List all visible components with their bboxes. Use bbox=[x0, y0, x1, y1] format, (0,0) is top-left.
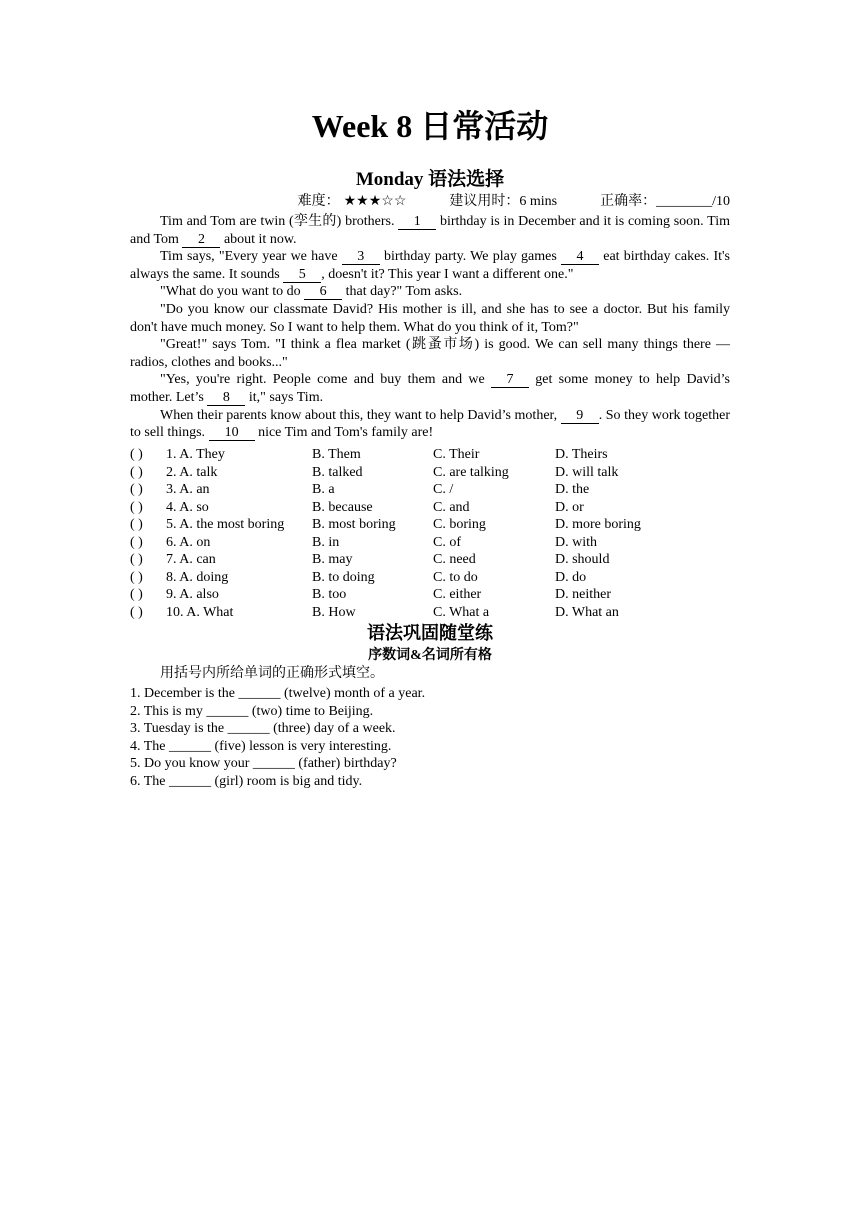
answer-bracket[interactable]: ( ) bbox=[130, 569, 143, 585]
option-c: C. / bbox=[433, 482, 454, 497]
option-a: 4. A. so bbox=[166, 499, 209, 515]
page-title: Week 8 日常活动 bbox=[311, 108, 549, 144]
reading-passage bbox=[130, 213, 730, 442]
option-a: 7. A. can bbox=[166, 552, 216, 567]
passage-text: "Great!" says Tom. "I think a flea market (跳蚤市场) is good. We can sell many things there — radios, clothes and books..." bbox=[130, 337, 730, 370]
option-row bbox=[130, 604, 730, 622]
option-a: 8. A. doing bbox=[166, 569, 229, 585]
choice-options bbox=[130, 446, 730, 621]
option-d: D. more boring bbox=[555, 517, 641, 532]
answer-bracket[interactable]: ( ) bbox=[130, 482, 143, 497]
option-row bbox=[130, 551, 730, 569]
passage-text: about it now. bbox=[220, 231, 297, 247]
option-c: C. either bbox=[433, 587, 482, 602]
option-a: 5. A. the most boring bbox=[166, 517, 285, 532]
answer-bracket[interactable]: ( ) bbox=[130, 587, 143, 602]
option-row bbox=[130, 499, 730, 517]
passage-blank[interactable]: 5 bbox=[283, 268, 321, 283]
passage-paragraph bbox=[130, 283, 730, 301]
option-d: D. should bbox=[555, 552, 610, 567]
passage-text: nice Tim and Tom's family are! bbox=[254, 425, 434, 441]
passage-text: birthday is in December and it is coming soon. Tim and Tom bbox=[130, 214, 730, 247]
passage-blank[interactable]: 3 bbox=[342, 250, 380, 265]
option-c: C. to do bbox=[433, 569, 478, 585]
option-d: D. What an bbox=[555, 604, 619, 620]
passage-paragraph bbox=[130, 248, 730, 283]
passage-text: Tim says, "Every year we have bbox=[160, 249, 342, 265]
passage-blank[interactable]: 10 bbox=[209, 426, 255, 441]
passage-blank[interactable]: 7 bbox=[491, 373, 529, 388]
passage-text: "Yes, you're right. People come and buy them and we bbox=[160, 372, 491, 388]
passage-blank[interactable]: 4 bbox=[561, 250, 599, 265]
passage-text: "What do you want to do bbox=[160, 284, 305, 300]
option-c: C. What a bbox=[433, 604, 490, 620]
option-b: B. too bbox=[312, 587, 347, 602]
option-b: B. in bbox=[312, 534, 340, 550]
accuracy-label: 正确率：________/10 bbox=[600, 194, 730, 209]
option-a: 1. A. They bbox=[166, 447, 225, 462]
option-c: C. and bbox=[433, 499, 470, 515]
option-row bbox=[130, 516, 730, 534]
passage-blank[interactable]: 8 bbox=[207, 391, 245, 406]
practice-heading: 语法巩固随堂练 bbox=[367, 623, 493, 643]
option-c: C. need bbox=[433, 552, 476, 567]
answer-bracket[interactable]: ( ) bbox=[130, 517, 143, 532]
option-a: 10. A. What bbox=[166, 604, 234, 620]
exercise-item: 2. This is my ______ (two) time to Beijing. bbox=[130, 703, 374, 719]
option-b: B. may bbox=[312, 552, 353, 567]
passage-blank[interactable]: 2 bbox=[182, 233, 220, 248]
option-row bbox=[130, 481, 730, 499]
passage-text: . So they work together to sell things. bbox=[130, 407, 730, 441]
practice-exercises bbox=[130, 685, 730, 791]
exercise-item: 3. Tuesday is the ______ (three) day of a week. bbox=[130, 721, 396, 737]
passage-text: birthday party. We play games bbox=[379, 249, 562, 265]
practice-subheading: 序数词&名词所有格 bbox=[368, 648, 492, 663]
option-b: B. most boring bbox=[312, 517, 396, 532]
option-b: B. because bbox=[312, 499, 373, 515]
option-row bbox=[130, 464, 730, 482]
option-a: 9. A. also bbox=[166, 587, 219, 602]
passage-text: , doesn't it? This year I want a different one." bbox=[321, 266, 574, 282]
difficulty-label: 难度： bbox=[297, 194, 340, 209]
section-subtitle: Monday 语法选择 bbox=[355, 169, 505, 190]
option-b: B. to doing bbox=[312, 569, 375, 585]
option-b: B. Them bbox=[312, 447, 361, 462]
option-c: C. boring bbox=[433, 517, 486, 532]
option-row bbox=[130, 534, 730, 552]
answer-bracket[interactable]: ( ) bbox=[130, 447, 143, 462]
difficulty-stars: ★★★☆☆ bbox=[343, 194, 407, 209]
passage-blank[interactable]: 9 bbox=[561, 409, 599, 424]
option-d: D. neither bbox=[555, 587, 611, 602]
answer-bracket[interactable]: ( ) bbox=[130, 604, 143, 620]
option-a: 2. A. talk bbox=[166, 464, 218, 480]
passage-paragraph bbox=[130, 407, 730, 442]
option-d: D. do bbox=[555, 569, 587, 585]
option-a: 3. A. an bbox=[166, 482, 210, 497]
option-c: C. Their bbox=[433, 447, 480, 462]
option-d: D. with bbox=[555, 534, 597, 550]
passage-text: "Do you know our classmate David? His mother is ill, and she has to see a doctor. But his family don't have much money. So I want to help them. What do you think of it, Tom?" bbox=[130, 301, 730, 335]
passage-blank[interactable]: 6 bbox=[304, 285, 342, 300]
option-d: D. will talk bbox=[555, 464, 619, 480]
exercise-item: 1. December is the ______ (twelve) month of a year. bbox=[130, 686, 426, 701]
option-row bbox=[130, 586, 730, 604]
option-a: 6. A. on bbox=[166, 534, 211, 550]
option-b: B. a bbox=[312, 482, 335, 497]
option-d: D. Theirs bbox=[555, 447, 608, 462]
passage-paragraph bbox=[130, 301, 730, 336]
option-d: D. the bbox=[555, 482, 590, 497]
passage-paragraph bbox=[130, 213, 730, 248]
exercise-item: 6. The ______ (girl) room is big and tidy. bbox=[130, 773, 363, 789]
option-row bbox=[130, 569, 730, 587]
option-b: B. How bbox=[312, 604, 356, 620]
passage-text: that day?" Tom asks. bbox=[342, 284, 463, 300]
answer-bracket[interactable]: ( ) bbox=[130, 499, 143, 515]
option-c: C. are talking bbox=[433, 464, 509, 480]
exercise-meta bbox=[294, 193, 730, 211]
answer-bracket[interactable]: ( ) bbox=[130, 464, 143, 480]
answer-bracket[interactable]: ( ) bbox=[130, 552, 143, 567]
passage-text: Tim and Tom are twin (孪生的) brothers. bbox=[160, 214, 399, 229]
option-b: B. talked bbox=[312, 464, 363, 480]
answer-bracket[interactable]: ( ) bbox=[130, 534, 143, 550]
passage-text: When their parents know about this, they want to help David’s mother, bbox=[160, 407, 561, 423]
passage-blank[interactable]: 1 bbox=[398, 215, 436, 230]
passage-text: eat birthday cakes. It's always the same. It sounds bbox=[130, 249, 730, 282]
passage-paragraph bbox=[130, 371, 730, 406]
passage-paragraph bbox=[130, 336, 730, 371]
time-label: 建议用时：6 mins bbox=[449, 194, 558, 209]
passage-text: get some money to help David’s mother. Let’s bbox=[130, 372, 730, 405]
option-d: D. or bbox=[555, 499, 584, 515]
option-row bbox=[130, 446, 730, 464]
option-c: C. of bbox=[433, 534, 461, 550]
exercise-item: 5. Do you know your ______ (father) birthday? bbox=[130, 756, 397, 772]
exercise-item: 4. The ______ (five) lesson is very interesting. bbox=[130, 738, 392, 754]
practice-instruction: 用括号内所给单词的正确形式填空。 bbox=[160, 666, 384, 681]
passage-text: it," says Tim. bbox=[245, 389, 324, 405]
